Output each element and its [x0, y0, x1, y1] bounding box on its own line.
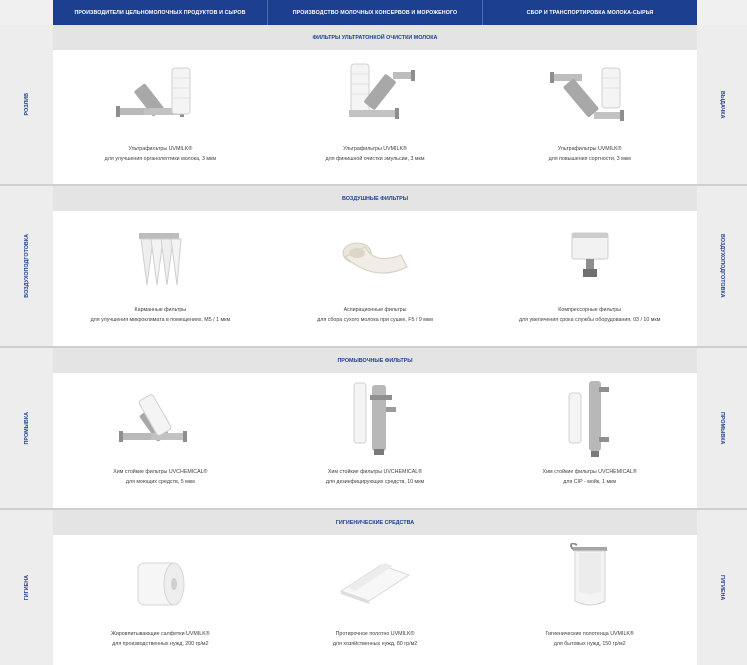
row-label-text: ВОЗДУХОПОДГОТОВКА [719, 234, 725, 298]
product-description: для дезинфицирующих средств, 10 мкм [325, 479, 425, 485]
pocket-filter-icon [135, 231, 185, 289]
row-label-text: ПРОМЫВКА [719, 411, 725, 445]
towel-holder-icon [565, 543, 615, 617]
product-description: для производственных нужд, 200 гр/м2 [112, 641, 209, 647]
product-name: Хим стойкие фильтры UVCHEMICAL® [542, 469, 637, 475]
product-card[interactable] [53, 50, 268, 184]
product-description: для моющих средств, 5 мкм [125, 479, 195, 485]
product-card[interactable] [268, 373, 483, 508]
section-title: ГИГИЕНИЧЕСКИЕ СРЕДСТВА [53, 510, 697, 536]
column-header-whole-milk: ПРОИЗВОДИТЕЛИ ЦЕЛЬНОМОЛОЧНЫХ ПРОДУКТОВ И СЫРОВ [53, 0, 268, 25]
product-card[interactable] [53, 373, 268, 508]
row-label-text: ПРОМЫВКА [23, 411, 30, 445]
column-header-bar [53, 0, 697, 25]
product-card[interactable] [53, 535, 268, 665]
row-label-text: ВОЗДУХОПОДГОТОВКА [23, 234, 30, 298]
header-corner-left [0, 0, 53, 25]
column-filter-icon [565, 377, 615, 459]
y-filter-with-cartridge-icon [114, 64, 206, 130]
row-label-right [697, 186, 747, 346]
section-washing-filters [0, 348, 747, 508]
product-description: для хозяйственных нужд, 80 гр/м2 [332, 641, 418, 647]
product-card[interactable] [482, 211, 697, 346]
section-air-filters [0, 186, 747, 346]
y-filter-with-cartridge-icon [329, 62, 421, 130]
compressor-filter-icon [568, 231, 612, 281]
row-label-left [0, 186, 53, 346]
section-title: ФИЛЬТРЫ УЛЬТРАТОНКОЙ ОЧИСТКИ МОЛОКА [53, 25, 697, 51]
product-card[interactable] [53, 211, 268, 346]
product-name: Протирочное полотно UVMILK® [335, 631, 415, 637]
product-description: для финишной очистки эмульсии, 3 мкм [325, 156, 425, 162]
section-ultrafine-filters [0, 25, 747, 184]
product-row [53, 50, 697, 184]
product-card[interactable] [268, 535, 483, 665]
product-card[interactable] [268, 211, 483, 346]
cloth-sheet-icon [337, 561, 413, 605]
product-row [53, 211, 697, 346]
section-title: ВОЗДУШНЫЕ ФИЛЬТРЫ [53, 186, 697, 212]
product-description: для бытовых нужд, 150 гр/м2 [553, 641, 626, 647]
column-header-milk-transport: СБОР И ТРАНСПОРТИРОВКА МОЛОКА-СЫРЬЯ [526, 9, 654, 16]
y-filter-with-cartridge-icon [117, 391, 203, 453]
header-corner-right [697, 0, 747, 25]
product-name: Аспирационные фильтры [343, 307, 407, 313]
row-label-text: ГИГИЕНА [23, 574, 30, 601]
product-description: для CIP - мойк, 1 мкм [563, 479, 617, 485]
row-label-left [0, 348, 53, 508]
product-card[interactable] [482, 535, 697, 665]
y-filter-with-cartridge-icon [544, 64, 636, 130]
product-description: для увеличения срока службы оборудования, 03 / 10 мкм [518, 317, 661, 323]
product-name: Карманные фильтры [134, 307, 187, 313]
product-row [53, 373, 697, 508]
column-header-canned-milk: ПРОИЗВОДСТВО МОЛОЧНЫХ КОНСЕРВОВ И МОРОЖЕНОГО [268, 0, 483, 25]
wipes-roll-icon [130, 557, 190, 609]
product-name: Жировпитывающие салфетки UVMILK® [111, 631, 210, 637]
product-description: для повышения сортности, 3 мкм [548, 156, 631, 162]
row-label-text: ГИГИЕНА [719, 574, 725, 601]
product-description: для сбора сухого молока при сушке, F5 / 9 мкм [317, 317, 433, 323]
row-label-right [697, 348, 747, 508]
row-label-left [0, 510, 53, 665]
product-card[interactable] [268, 50, 483, 184]
column-filter-icon [350, 379, 400, 457]
product-row [53, 535, 697, 665]
product-name: Ультрафильтры UVMILK® [343, 146, 407, 152]
product-name: Хим стойкие фильтры UVCHEMICAL® [327, 469, 423, 475]
product-description: для улучшения органолептики молока, 3 мкм [104, 156, 216, 162]
product-name: Ультрафильтры UVMILK® [128, 146, 193, 152]
row-label-text: ВЫДАЧКА [719, 90, 725, 119]
section-hygiene [0, 510, 747, 665]
filter-bag-icon [335, 235, 415, 283]
product-name: Хим стойкие фильтры UVCHEMICAL® [113, 469, 208, 475]
product-name: Компрессорные фильтры [558, 307, 622, 313]
product-name: Гигиенические полотенца UVMILK® [545, 631, 634, 637]
product-name: Ультрафильтры UVMILK® [557, 146, 622, 152]
row-label-right [697, 25, 747, 184]
row-label-left [0, 25, 53, 184]
product-card[interactable] [482, 50, 697, 184]
product-card[interactable] [482, 373, 697, 508]
section-title: ПРОМЫВОЧНЫЕ ФИЛЬТРЫ [53, 348, 697, 374]
row-label-text: РОЗЛИВ [23, 93, 30, 116]
row-label-right [697, 510, 747, 665]
product-description: для улучшения микроклимата в помещениях, M5 / 1 мкм [90, 317, 231, 323]
